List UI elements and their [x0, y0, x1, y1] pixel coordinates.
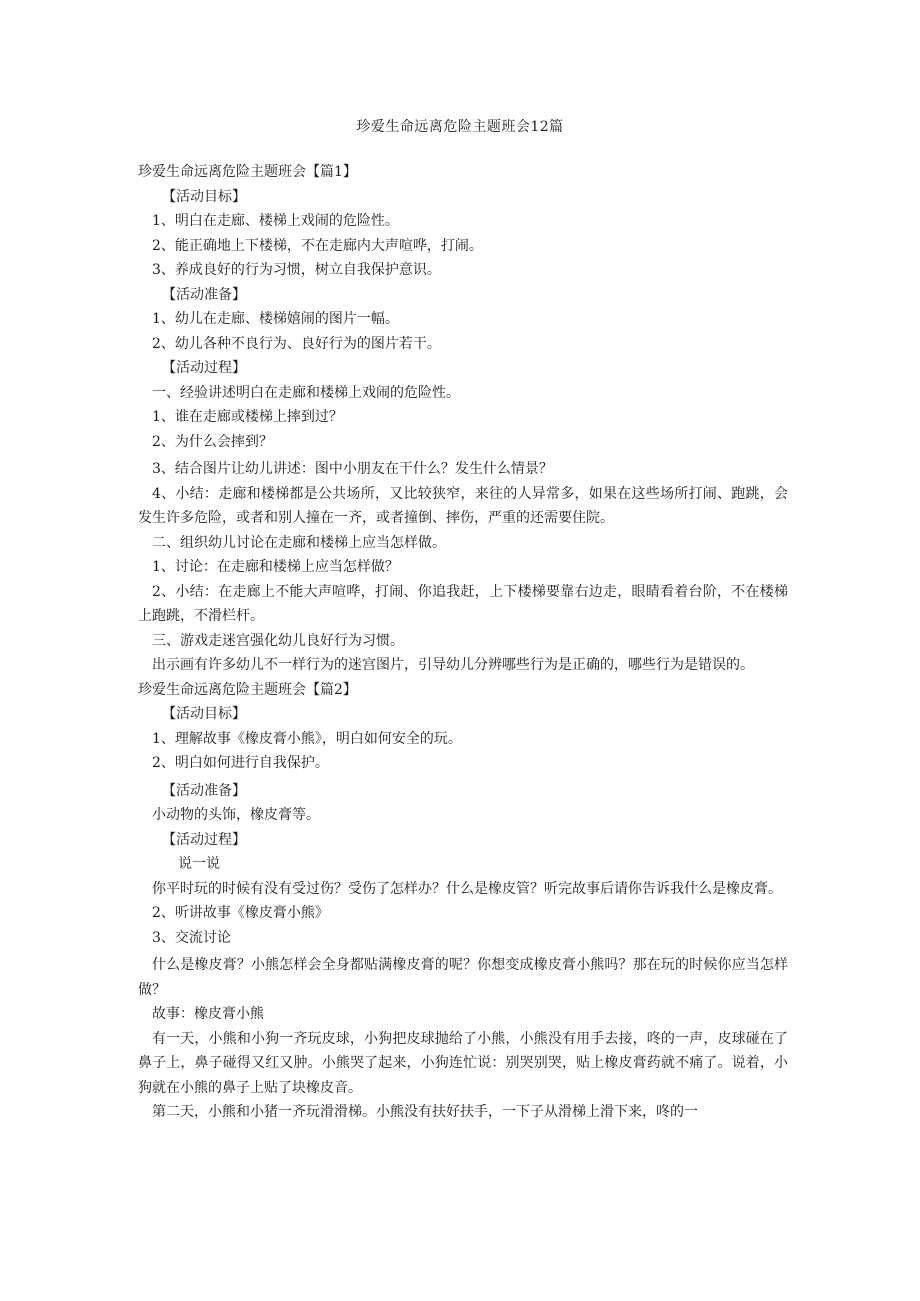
paragraph: 2、小结：在走廊上不能大声喧哗，打闹、你追我赶，上下楼梯要靠右边走，眼睛看着台阶，不在楼梯上跑跳，不滑栏杆。	[138, 583, 788, 624]
paragraph: 1、幼儿在走廊、楼梯嬉闹的图片一幅。	[152, 311, 399, 327]
document-title: 珍爱生命远离危险主题班会12篇	[356, 119, 564, 135]
paragraph: 3、交流讨论	[152, 929, 231, 946]
paragraph: 4、小结：走廊和楼梯都是公共场所，又比较狭窄，来往的人异常多，如果在这些场所打闹、跑跳，会发生许多危险，或者和别人撞在一齐，或者撞倒、摔伤，严重的还需要住院。	[138, 485, 788, 526]
paragraph: 2、能正确地上下楼梯，不在走廊内大声喧哗，打闹。	[152, 237, 483, 254]
paragraph: 你平时玩的时候有没有受过伤？受伤了怎样办？什么是橡皮管？听完故事后请你告诉我什么是橡皮膏。	[152, 880, 782, 897]
paragraph: 说一说	[178, 856, 220, 872]
paragraph: 出示画有许多幼儿不一样行为的迷宫图片，引导幼儿分辨哪些行为是正确的，哪些行为是错误的。	[152, 657, 754, 673]
paragraph: 2、明白如何进行自我保护。	[152, 755, 329, 771]
subheading: 【活动过程】	[162, 360, 246, 376]
paragraph: 什么是橡皮膏？小熊怎样会全身都贴满橡皮膏的呢？你想变成橡皮膏小熊吗？那在玩的时候你应当怎样做？	[138, 957, 788, 998]
paragraph: 2、为什么会摔到？	[152, 433, 273, 450]
subheading: 【活动目标】	[162, 706, 246, 722]
paragraph: 故事：橡皮膏小熊	[152, 1006, 264, 1022]
paragraph: 三、游戏走迷宫强化幼儿良好行为习惯。	[152, 632, 404, 649]
paragraph: 2、听讲故事《橡皮膏小熊》	[152, 905, 329, 921]
paragraph: 2、幼儿各种不良行为、良好行为的图片若干。	[152, 335, 441, 352]
paragraph: 小动物的头饰，橡皮膏等。	[152, 807, 320, 823]
subheading: 【活动目标】	[162, 188, 246, 205]
paragraph: 3、结合图片让幼儿讲述：图中小朋友在干什么？发生什么情景？	[152, 461, 553, 477]
paragraph: 二、组织幼儿讨论在走廊和楼梯上应当怎样做。	[152, 534, 446, 551]
section-heading: 珍爱生命远离危险主题班会【篇1】	[138, 164, 357, 180]
subheading: 【活动过程】	[162, 831, 246, 848]
paragraph: 1、理解故事《橡皮膏小熊》，明白如何安全的玩。	[152, 730, 462, 747]
paragraph: 1、谁在走廊或楼梯上摔到过？	[152, 409, 343, 425]
paragraph: 一、经验讲述明白在走廊和楼梯上戏闹的危险性。	[152, 384, 460, 401]
paragraph: 1、明白在走廊、楼梯上戏闹的危险性。	[152, 213, 399, 229]
subheading: 【活动准备】	[162, 286, 246, 303]
paragraph: 第二天，小熊和小猪一齐玩滑滑梯。小熊没有扶好扶手，一下子从滑梯上滑下来，咚的一	[152, 1104, 698, 1120]
subheading: 【活动准备】	[162, 782, 246, 799]
paragraph: 有一天，小熊和小狗一齐玩皮球，小狗把皮球抛给了小熊，小熊没有用手去接，咚的一声，皮球碰在了鼻子上，鼻子碰得又红又肿。小熊哭了起来，小狗连忙说：别哭别哭，贴上橡皮膏药就不痛了。说着，小狗就在小熊的鼻子上贴了块橡皮音。	[138, 1030, 788, 1096]
paragraph: 1、讨论：在走廊和楼梯上应当怎样做？	[152, 559, 399, 575]
document-body	[138, 160, 788, 1125]
paragraph: 3、养成良好的行为习惯，树立自我保护意识。	[152, 262, 441, 278]
section-heading: 珍爱生命远离危险主题班会【篇2】	[138, 681, 357, 698]
